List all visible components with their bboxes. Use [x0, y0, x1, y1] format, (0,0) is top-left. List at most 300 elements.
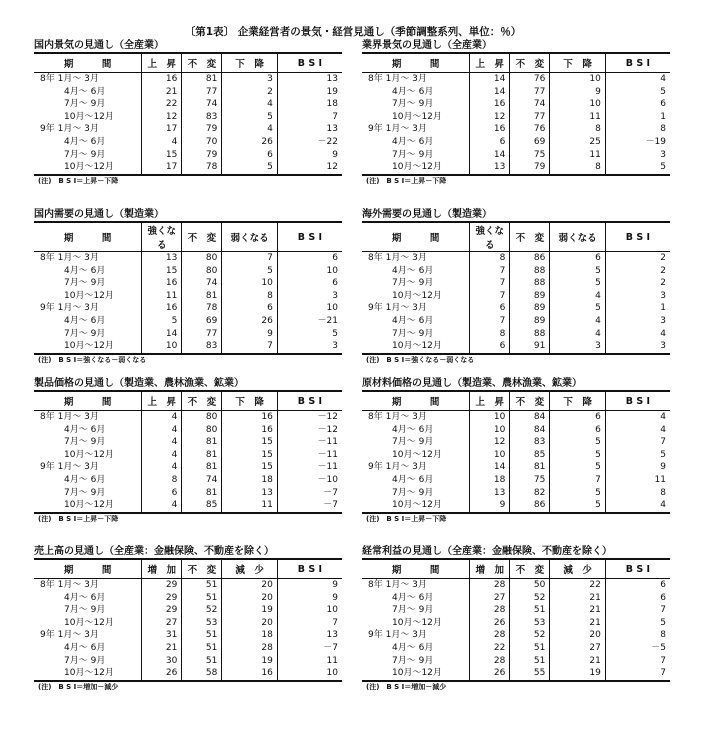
- document-title: 〔第1表〕 企業経営者の景気・経営見通し（季節調整系列、単位：％）: [184, 26, 522, 38]
- table-row: [362, 277, 670, 290]
- period-cell: 4月～ 6月: [64, 315, 106, 326]
- table-row: [34, 604, 342, 617]
- value-cell: 19: [222, 655, 277, 668]
- value-cell: 6: [550, 252, 605, 265]
- value-cell: 18: [470, 474, 510, 487]
- value-cell: 16: [142, 302, 182, 315]
- value-cell: 4: [142, 411, 182, 424]
- value-cell: 29: [142, 592, 182, 605]
- value-cell: 83: [510, 436, 550, 449]
- table-row: [34, 449, 342, 462]
- period-cell: 4月～ 6月: [392, 592, 434, 603]
- panel-title: 製品価格の見通し（製造業、農林漁業、鉱業）: [34, 378, 244, 389]
- table-row: [34, 136, 342, 149]
- value-cell: 28: [470, 655, 510, 668]
- period-cell: 4月～ 6月: [392, 86, 434, 97]
- value-cell: 22: [470, 642, 510, 655]
- value-cell: 5: [222, 111, 277, 124]
- value-cell: 81: [182, 290, 222, 303]
- value-cell: 13: [277, 73, 342, 86]
- value-cell: 77: [182, 86, 222, 99]
- table-note: (注) B S I＝上昇－下降: [366, 514, 447, 523]
- value-cell: 91: [510, 340, 550, 354]
- table-row: [34, 592, 342, 605]
- value-cell: 7: [222, 252, 277, 265]
- value-cell: 10: [470, 449, 510, 462]
- column-header: 不 変: [182, 53, 222, 73]
- value-cell: 4: [550, 328, 605, 341]
- value-cell: 51: [182, 629, 222, 642]
- value-cell: 10: [222, 277, 277, 290]
- table-row: [34, 411, 342, 424]
- value-cell: 85: [510, 449, 550, 462]
- value-cell: 6: [277, 252, 342, 265]
- value-cell: －12: [277, 424, 342, 437]
- table-row: [362, 642, 670, 655]
- value-cell: 69: [510, 136, 550, 149]
- panel-domestic-demand: [34, 209, 342, 365]
- column-header: 不 変: [510, 222, 550, 252]
- data-table: [362, 558, 670, 682]
- value-cell: 81: [182, 461, 222, 474]
- value-cell: 6: [605, 579, 670, 592]
- table-row: [34, 461, 342, 474]
- value-cell: 14: [142, 328, 182, 341]
- value-cell: 9: [550, 86, 605, 99]
- value-cell: 4: [142, 449, 182, 462]
- table-row: [34, 252, 342, 265]
- table-row: [362, 340, 670, 354]
- table-row: [362, 604, 670, 617]
- value-cell: 18: [222, 474, 277, 487]
- value-cell: 88: [510, 265, 550, 278]
- period-cell: 4月～ 6月: [64, 592, 106, 603]
- panel-raw-material-price: [362, 378, 670, 524]
- value-cell: 15: [222, 449, 277, 462]
- value-cell: 3: [277, 340, 342, 354]
- value-cell: 6: [222, 149, 277, 162]
- period-cell: 4月～ 6月: [64, 265, 106, 276]
- period-cell: 7月～ 9月: [392, 487, 434, 498]
- value-cell: 6: [605, 592, 670, 605]
- value-cell: 19: [277, 86, 342, 99]
- table-row: [34, 277, 342, 290]
- value-cell: 51: [182, 655, 222, 668]
- period-cell: 4月～ 6月: [392, 642, 434, 653]
- period-cell: 7月～ 9月: [392, 278, 434, 289]
- value-cell: 7: [605, 604, 670, 617]
- value-cell: 5: [550, 487, 605, 500]
- period-cell: 4月～ 6月: [392, 315, 434, 326]
- value-cell: 10: [550, 73, 605, 86]
- value-cell: 8: [142, 474, 182, 487]
- value-cell: 3: [277, 290, 342, 303]
- panel-title: 経常利益の見通し（全産業：金融保険、不動産を除く）: [362, 546, 612, 557]
- table-row: [362, 667, 670, 681]
- period-cell: 10月～12月: [34, 667, 142, 681]
- value-cell: 9: [277, 592, 342, 605]
- value-cell: 77: [182, 328, 222, 341]
- value-cell: 11: [550, 111, 605, 124]
- table-row: [34, 579, 342, 592]
- value-cell: 53: [182, 617, 222, 630]
- value-cell: 55: [510, 667, 550, 681]
- column-header: 期 間: [362, 53, 470, 73]
- value-cell: 5: [550, 277, 605, 290]
- value-cell: 10: [470, 411, 510, 424]
- value-cell: 52: [510, 629, 550, 642]
- value-cell: 8: [605, 487, 670, 500]
- value-cell: 6: [605, 98, 670, 111]
- column-header: 不 変: [510, 53, 550, 73]
- column-header: 不 変: [510, 559, 550, 579]
- value-cell: 5: [222, 265, 277, 278]
- period-cell: 7月～ 9月: [64, 99, 106, 110]
- column-header: 期 間: [34, 391, 142, 411]
- period-cell: 4月～ 6月: [64, 642, 106, 653]
- table-row: [362, 265, 670, 278]
- table-note: (注) B S I＝上昇－下降: [38, 514, 119, 523]
- value-cell: 4: [142, 136, 182, 149]
- value-cell: 16: [222, 667, 277, 681]
- column-header: 不 変: [182, 559, 222, 579]
- value-cell: 7: [277, 617, 342, 630]
- period-cell: 4月～ 6月: [392, 474, 434, 485]
- table-row: [34, 328, 342, 341]
- table-row: [34, 315, 342, 328]
- value-cell: 3: [605, 290, 670, 303]
- column-header: 増 加: [470, 559, 510, 579]
- value-cell: 3: [605, 149, 670, 162]
- table-row: [34, 629, 342, 642]
- value-cell: －7: [277, 499, 342, 513]
- table-row: [34, 487, 342, 500]
- value-cell: 7: [470, 290, 510, 303]
- period-cell: 8年 1月～ 3月: [40, 74, 99, 84]
- value-cell: 7: [470, 265, 510, 278]
- value-cell: 76: [510, 123, 550, 136]
- value-cell: 81: [182, 449, 222, 462]
- column-header: B S I: [605, 391, 670, 411]
- value-cell: 89: [510, 290, 550, 303]
- column-header: 下 降: [550, 391, 605, 411]
- value-cell: 13: [142, 252, 182, 265]
- value-cell: 21: [550, 604, 605, 617]
- column-header: B S I: [277, 53, 342, 73]
- value-cell: 26: [222, 315, 277, 328]
- table-row: [34, 436, 342, 449]
- value-cell: 78: [182, 302, 222, 315]
- value-cell: 80: [182, 252, 222, 265]
- value-cell: 74: [510, 98, 550, 111]
- value-cell: 25: [550, 136, 605, 149]
- period-cell: 8年 1月～ 3月: [368, 580, 427, 590]
- value-cell: 6: [222, 302, 277, 315]
- period-cell: 7月～ 9月: [64, 437, 106, 448]
- value-cell: 29: [142, 604, 182, 617]
- period-cell: 10月～12月: [34, 340, 142, 354]
- value-cell: 21: [142, 86, 182, 99]
- period-cell: 9年 1月～ 3月: [40, 124, 99, 135]
- table-row: [34, 302, 342, 315]
- period-cell: 7月～ 9月: [392, 328, 434, 339]
- table-row: [362, 474, 670, 487]
- value-cell: 30: [142, 655, 182, 668]
- data-table: [34, 390, 342, 514]
- value-cell: 80: [182, 411, 222, 424]
- column-header: 不 変: [182, 222, 222, 252]
- data-table: [362, 221, 670, 355]
- table-row: [362, 98, 670, 111]
- value-cell: 77: [510, 111, 550, 124]
- value-cell: 6: [470, 340, 510, 354]
- period-cell: 7月～ 9月: [64, 278, 106, 289]
- value-cell: 76: [510, 73, 550, 86]
- value-cell: 16: [142, 73, 182, 86]
- period-cell: 10月～12月: [392, 449, 442, 460]
- column-header: 弱くなる: [550, 222, 605, 252]
- value-cell: －21: [277, 315, 342, 328]
- table-note: (注) B S I＝増加－減少: [38, 682, 119, 691]
- period-cell: 9年 1月～ 3月: [368, 462, 427, 473]
- value-cell: 79: [182, 123, 222, 136]
- period-cell: 7月～ 9月: [64, 605, 106, 616]
- value-cell: 28: [222, 642, 277, 655]
- value-cell: 4: [222, 123, 277, 136]
- period-cell: 10月～12月: [362, 161, 470, 175]
- value-cell: 75: [510, 474, 550, 487]
- value-cell: 52: [510, 592, 550, 605]
- table-row: [34, 424, 342, 437]
- value-cell: 4: [550, 315, 605, 328]
- value-cell: 6: [277, 277, 342, 290]
- data-table: [362, 52, 670, 176]
- table-row: [362, 302, 670, 315]
- value-cell: 10: [277, 265, 342, 278]
- value-cell: 28: [470, 604, 510, 617]
- value-cell: 2: [605, 277, 670, 290]
- value-cell: 3: [222, 73, 277, 86]
- value-cell: 11: [550, 149, 605, 162]
- value-cell: 4: [550, 290, 605, 303]
- period-cell: 7月～ 9月: [392, 99, 434, 110]
- value-cell: 50: [510, 579, 550, 592]
- table-row: [34, 161, 342, 175]
- value-cell: 1: [605, 302, 670, 315]
- period-cell: 10月～12月: [64, 617, 114, 628]
- column-header: 期 間: [34, 222, 142, 252]
- value-cell: 26: [142, 667, 182, 681]
- period-cell: 4月～ 6月: [64, 474, 106, 485]
- value-cell: 83: [182, 111, 222, 124]
- column-header: 下 降: [222, 53, 277, 73]
- value-cell: 79: [182, 149, 222, 162]
- table-row: [362, 629, 670, 642]
- value-cell: 88: [510, 277, 550, 290]
- value-cell: 8: [605, 629, 670, 642]
- value-cell: 17: [142, 161, 182, 175]
- value-cell: 89: [510, 302, 550, 315]
- period-cell: 10月～12月: [34, 161, 142, 175]
- panel-title: 国内需要の見通し（製造業）: [34, 209, 164, 220]
- period-cell: 7月～ 9月: [64, 328, 106, 339]
- period-cell: 4月～ 6月: [64, 86, 106, 97]
- value-cell: 9: [277, 579, 342, 592]
- value-cell: 2: [605, 252, 670, 265]
- table-row: [362, 449, 670, 462]
- table-row: [362, 424, 670, 437]
- value-cell: 78: [182, 161, 222, 175]
- column-header: 強くなる: [470, 222, 510, 252]
- value-cell: 8: [222, 290, 277, 303]
- column-header: B S I: [277, 559, 342, 579]
- value-cell: 4: [142, 424, 182, 437]
- column-header: 上 昇: [470, 391, 510, 411]
- value-cell: 14: [470, 461, 510, 474]
- value-cell: 20: [222, 579, 277, 592]
- value-cell: 14: [470, 86, 510, 99]
- period-cell: 8年 1月～ 3月: [368, 74, 427, 84]
- value-cell: 5: [605, 449, 670, 462]
- table-row: [362, 252, 670, 265]
- value-cell: 27: [142, 617, 182, 630]
- value-cell: －22: [277, 136, 342, 149]
- value-cell: 88: [510, 328, 550, 341]
- value-cell: 4: [605, 411, 670, 424]
- data-table: [34, 558, 342, 682]
- period-cell: 4月～ 6月: [64, 424, 106, 435]
- value-cell: 6: [470, 302, 510, 315]
- panel-title: 業界景気の見通し（全産業）: [362, 40, 492, 51]
- value-cell: 16: [470, 123, 510, 136]
- period-cell: 9年 1月～ 3月: [40, 630, 99, 641]
- column-header: 期 間: [362, 559, 470, 579]
- value-cell: －10: [277, 474, 342, 487]
- value-cell: 20: [222, 592, 277, 605]
- table-row: [34, 667, 342, 681]
- value-cell: 11: [277, 655, 342, 668]
- value-cell: 81: [510, 461, 550, 474]
- table-row: [34, 98, 342, 111]
- value-cell: 18: [277, 98, 342, 111]
- value-cell: 7: [277, 111, 342, 124]
- value-cell: 81: [182, 487, 222, 500]
- period-cell: 8年 1月～ 3月: [40, 580, 99, 590]
- value-cell: －11: [277, 436, 342, 449]
- column-header: B S I: [605, 559, 670, 579]
- table-row: [34, 617, 342, 630]
- column-header: 不 変: [182, 391, 222, 411]
- column-header: B S I: [277, 391, 342, 411]
- period-cell: 8年 1月～ 3月: [368, 253, 427, 263]
- value-cell: 80: [182, 424, 222, 437]
- value-cell: 16: [470, 98, 510, 111]
- value-cell: 7: [222, 340, 277, 354]
- value-cell: 13: [470, 487, 510, 500]
- value-cell: 5: [605, 86, 670, 99]
- period-cell: 10月～12月: [362, 667, 470, 681]
- value-cell: 27: [550, 642, 605, 655]
- column-header: 強くなる: [142, 222, 182, 252]
- column-header: 増 加: [142, 559, 182, 579]
- value-cell: 70: [182, 136, 222, 149]
- value-cell: 20: [222, 617, 277, 630]
- value-cell: 3: [605, 315, 670, 328]
- value-cell: 5: [550, 499, 605, 513]
- value-cell: 89: [510, 315, 550, 328]
- value-cell: 10: [550, 98, 605, 111]
- value-cell: 9: [470, 499, 510, 513]
- value-cell: 5: [277, 328, 342, 341]
- table-row: [34, 265, 342, 278]
- panel-industry-economy: [362, 40, 670, 186]
- period-cell: 10月～12月: [34, 499, 142, 513]
- value-cell: 9: [277, 149, 342, 162]
- value-cell: 4: [605, 73, 670, 86]
- table-row: [34, 340, 342, 354]
- column-header: 期 間: [362, 391, 470, 411]
- period-cell: 10月～12月: [392, 111, 442, 122]
- value-cell: 7: [605, 436, 670, 449]
- period-cell: 10月～12月: [64, 449, 114, 460]
- table-row: [34, 290, 342, 303]
- value-cell: 19: [550, 667, 605, 681]
- value-cell: 21: [550, 617, 605, 630]
- value-cell: 13: [222, 487, 277, 500]
- value-cell: 10: [277, 302, 342, 315]
- value-cell: 5: [550, 436, 605, 449]
- value-cell: 8: [550, 123, 605, 136]
- period-cell: 10月～12月: [362, 499, 470, 513]
- value-cell: －5: [605, 642, 670, 655]
- value-cell: 12: [470, 111, 510, 124]
- table-row: [34, 73, 342, 86]
- value-cell: 12: [277, 161, 342, 175]
- value-cell: －11: [277, 449, 342, 462]
- period-cell: 8年 1月～ 3月: [40, 412, 99, 422]
- value-cell: 10: [277, 604, 342, 617]
- period-cell: 4月～ 6月: [64, 136, 106, 147]
- value-cell: －7: [277, 642, 342, 655]
- table-row: [362, 136, 670, 149]
- period-cell: 9年 1月～ 3月: [368, 630, 427, 641]
- table-row: [34, 149, 342, 162]
- period-cell: 4月～ 6月: [392, 424, 434, 435]
- value-cell: 7: [550, 474, 605, 487]
- period-cell: 9年 1月～ 3月: [368, 303, 427, 314]
- table-row: [34, 86, 342, 99]
- period-cell: 8年 1月～ 3月: [368, 412, 427, 422]
- value-cell: 3: [605, 340, 670, 354]
- data-table: [34, 221, 342, 355]
- table-note: (注) B S I＝上昇－下降: [38, 176, 119, 185]
- value-cell: 16: [222, 411, 277, 424]
- table-row: [34, 655, 342, 668]
- value-cell: 20: [550, 629, 605, 642]
- value-cell: 4: [142, 499, 182, 513]
- value-cell: 26: [222, 136, 277, 149]
- table-row: [362, 290, 670, 303]
- table-row: [362, 161, 670, 175]
- value-cell: 51: [510, 642, 550, 655]
- value-cell: 75: [510, 149, 550, 162]
- value-cell: 21: [550, 655, 605, 668]
- value-cell: 7: [605, 667, 670, 681]
- value-cell: 6: [142, 487, 182, 500]
- value-cell: 51: [182, 592, 222, 605]
- table-row: [362, 617, 670, 630]
- value-cell: 80: [182, 265, 222, 278]
